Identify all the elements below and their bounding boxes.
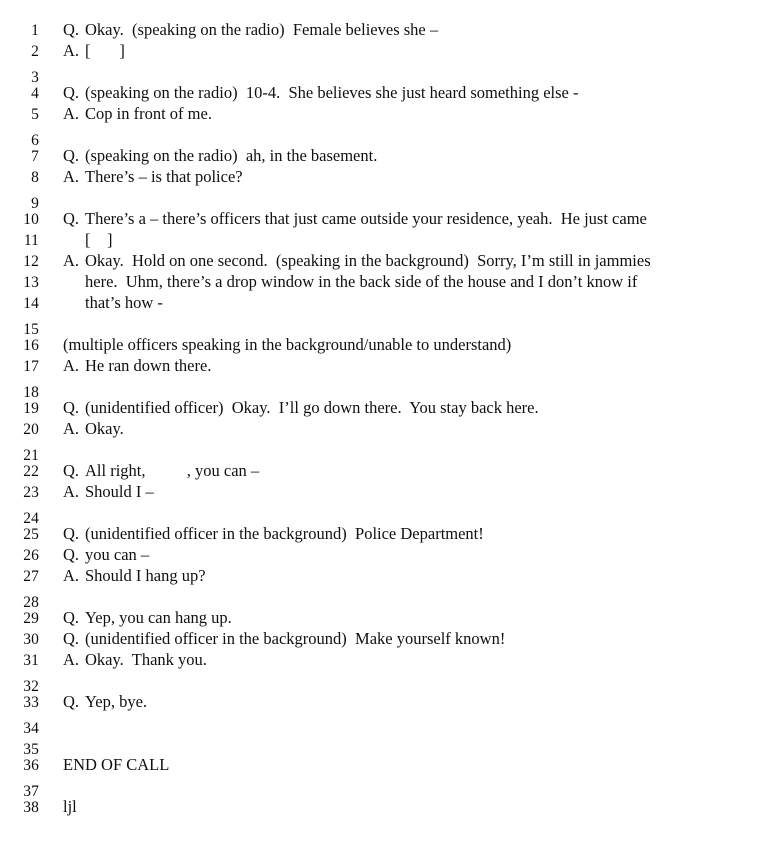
speaker-label: A.: [63, 650, 80, 669]
utterance-text: Okay. (speaking on the radio) Female believes she –: [85, 20, 439, 39]
speaker-label: Q.: [63, 83, 80, 102]
line-content: [63, 82, 579, 103]
line-number: 15: [23, 321, 39, 338]
line-number: 1: [31, 22, 39, 39]
line-content: [63, 250, 651, 271]
line-number: 6: [31, 132, 39, 149]
line-content: [63, 754, 169, 775]
utterance-text: (unidentified officer in the background) Make yourself known!: [85, 629, 506, 648]
transcript-line: [0, 670, 768, 695]
line-content: [63, 19, 438, 40]
transcript-line: [0, 334, 768, 355]
utterance-text: Should I –: [85, 482, 154, 501]
line-content: [63, 607, 232, 628]
line-number: 31: [23, 652, 39, 669]
line-number: 12: [23, 253, 39, 270]
transcript-line: [0, 61, 768, 86]
transcript-line: [0, 229, 768, 250]
transcript-line: [0, 271, 768, 292]
line-number: 33: [23, 694, 39, 711]
utterance-text: (speaking on the radio) ah, in the basement.: [85, 146, 378, 165]
line-number: 34: [23, 720, 39, 737]
speaker-label: Q.: [63, 692, 80, 711]
line-number: 23: [23, 484, 39, 501]
line-number: 20: [23, 421, 39, 438]
line-content: [63, 649, 207, 670]
line-number: 16: [23, 337, 39, 354]
transcript-line: [0, 775, 768, 800]
transcript-line: [0, 166, 768, 187]
utterance-text: Cop in front of me.: [85, 104, 212, 123]
transcript-body: [0, 19, 768, 817]
line-number: 26: [23, 547, 39, 564]
line-content: [63, 796, 77, 817]
transcript-line: [0, 586, 768, 611]
speaker-label: A.: [63, 104, 80, 123]
transcript-line: [0, 691, 768, 712]
line-content: [63, 691, 147, 712]
line-number: 24: [23, 510, 39, 527]
speaker-label: Q.: [63, 146, 80, 165]
utterance-text: All right, , you can –: [85, 461, 260, 480]
speaker-label: Q.: [63, 20, 80, 39]
speaker-label: Q.: [63, 209, 80, 228]
utterance-text: that’s how -: [85, 293, 163, 312]
transcript-line: [0, 502, 768, 527]
utterance-text: There’s a – there’s officers that just came outside your residence, yeah. He just came: [85, 209, 647, 228]
utterance-text: [ ]: [85, 230, 113, 249]
transcript-line: [0, 544, 768, 565]
utterance-text: END OF CALL: [63, 755, 170, 774]
utterance-text: (multiple officers speaking in the background/unable to understand): [63, 335, 512, 354]
utterance-text: (speaking on the radio) 10-4. She believes she just heard something else -: [85, 83, 579, 102]
transcript-line: [0, 313, 768, 338]
line-number: 32: [23, 678, 39, 695]
transcript-line: [0, 754, 768, 775]
utterance-text: [ ]: [85, 41, 125, 60]
transcript-line: [0, 397, 768, 418]
transcript-line: [0, 796, 768, 817]
line-number: 29: [23, 610, 39, 627]
line-content: [63, 145, 377, 166]
speaker-label: Q.: [63, 398, 80, 417]
speaker-label: A.: [63, 566, 80, 585]
utterance-text: Yep, you can hang up.: [85, 608, 232, 627]
speaker-label: A.: [63, 167, 80, 186]
line-number: 11: [23, 232, 39, 249]
utterance-text: There’s – is that police?: [85, 167, 243, 186]
transcript-line: [0, 628, 768, 649]
line-number: 25: [23, 526, 39, 543]
line-content: [63, 481, 154, 502]
utterance-text: (unidentified officer) Okay. I’ll go down there. You stay back here.: [85, 398, 539, 417]
speaker-label: Q.: [63, 461, 80, 480]
transcript-line: [0, 292, 768, 313]
utterance-text: Should I hang up?: [85, 566, 206, 585]
line-number: 19: [23, 400, 39, 417]
line-number: 7: [31, 148, 39, 165]
utterance-text: here. Uhm, there’s a drop window in the back side of the house and I don’t know if: [85, 272, 638, 291]
line-content: [63, 397, 539, 418]
line-number: 28: [23, 594, 39, 611]
utterance-text: Okay. Thank you.: [85, 650, 207, 669]
transcript-line: [0, 19, 768, 40]
line-number: 22: [23, 463, 39, 480]
transcript-line: [0, 481, 768, 502]
line-content: [63, 271, 637, 292]
transcript-line: [0, 145, 768, 166]
line-content: [63, 523, 484, 544]
line-content: [63, 208, 647, 229]
transcript-line: [0, 250, 768, 271]
line-content: [63, 103, 212, 124]
line-number: 2: [31, 43, 39, 60]
transcript-line: [0, 40, 768, 61]
line-content: [63, 40, 125, 61]
line-content: [63, 292, 163, 313]
line-number: 13: [23, 274, 39, 291]
line-number: 18: [23, 384, 39, 401]
line-content: [63, 229, 113, 250]
line-number: 9: [31, 195, 39, 212]
line-number: 14: [23, 295, 39, 312]
line-number: 3: [31, 69, 39, 86]
utterance-text: (unidentified officer in the background) Police Department!: [85, 524, 484, 543]
speaker-label: A.: [63, 41, 80, 60]
transcript-line: [0, 355, 768, 376]
line-number: 21: [23, 447, 39, 464]
line-content: [63, 334, 511, 355]
transcript-line: [0, 460, 768, 481]
transcript-line: [0, 439, 768, 464]
speaker-label: Q.: [63, 608, 80, 627]
transcript-line: [0, 565, 768, 586]
line-number: 38: [23, 799, 39, 816]
line-number: 27: [23, 568, 39, 585]
utterance-text: He ran down there.: [85, 356, 212, 375]
line-number: 10: [23, 211, 39, 228]
transcript-line: [0, 124, 768, 149]
transcript-line: [0, 187, 768, 212]
line-content: [63, 544, 149, 565]
transcript-line: [0, 103, 768, 124]
utterance-text: Yep, bye.: [85, 692, 148, 711]
utterance-text: Okay. Hold on one second. (speaking in the background) Sorry, I’m still in jammies: [85, 251, 651, 270]
speaker-label: A.: [63, 482, 80, 501]
utterance-text: you can –: [85, 545, 150, 564]
transcript-line: [0, 523, 768, 544]
speaker-label: Q.: [63, 545, 80, 564]
speaker-label: A.: [63, 356, 80, 375]
utterance-text: ljl: [63, 797, 77, 816]
line-number: 36: [23, 757, 39, 774]
speaker-label: A.: [63, 419, 80, 438]
speaker-label: Q.: [63, 524, 80, 543]
transcript-line: [0, 733, 768, 758]
transcript-line: [0, 208, 768, 229]
line-number: 4: [31, 85, 39, 102]
transcript-line: [0, 82, 768, 103]
transcript-line: [0, 649, 768, 670]
transcript-line: [0, 712, 768, 737]
line-content: [63, 166, 243, 187]
line-content: [63, 418, 124, 439]
transcript-line: [0, 376, 768, 401]
line-content: [63, 628, 505, 649]
utterance-text: Okay.: [85, 419, 124, 438]
line-content: [63, 355, 211, 376]
line-content: [63, 460, 259, 481]
line-number: 5: [31, 106, 39, 123]
line-number: 8: [31, 169, 39, 186]
speaker-label: A.: [63, 251, 80, 270]
speaker-label: Q.: [63, 629, 80, 648]
transcript-line: [0, 418, 768, 439]
line-content: [63, 565, 206, 586]
transcript-line: [0, 607, 768, 628]
line-number: 17: [23, 358, 39, 375]
line-number: 37: [23, 783, 39, 800]
line-number: 30: [23, 631, 39, 648]
line-number: 35: [23, 741, 39, 758]
